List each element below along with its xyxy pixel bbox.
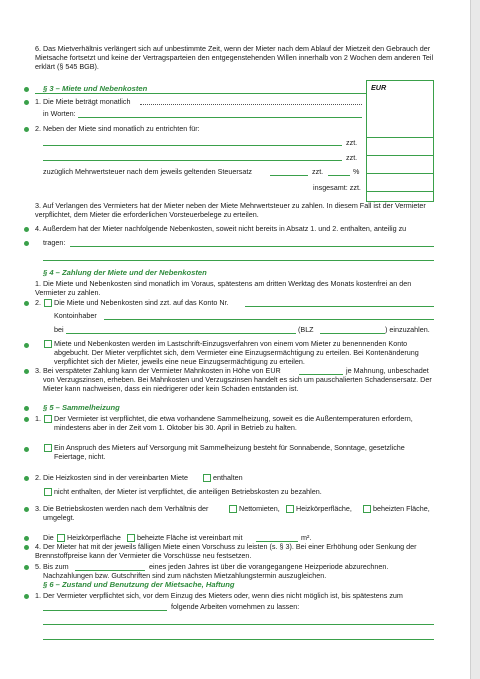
the-label: Die bbox=[43, 533, 54, 542]
in-words-field[interactable] bbox=[78, 117, 362, 118]
section-4-item-1: 1. Die Miete und Nebenkosten sind monatlich im Voraus, spätestens am dritten Werktag des Monats kostenfrei an den Vermieter zu zahlen. bbox=[35, 279, 412, 297]
vat-label: zuzüglich Mehrwertsteuer nach dem jeweils geltenden Steuersatz bbox=[43, 167, 252, 176]
tragen-label: tragen: bbox=[43, 238, 66, 247]
account-payment-checkbox[interactable] bbox=[44, 299, 52, 307]
margin-bullet bbox=[24, 507, 29, 512]
tragen-field-2[interactable] bbox=[43, 260, 434, 261]
direct-debit-checkbox[interactable] bbox=[44, 340, 52, 348]
account-payment-label: Die Miete und Nebenkosten sind zzt. auf das Konto Nr. bbox=[54, 298, 229, 307]
margin-bullet bbox=[24, 343, 29, 348]
margin-bullet bbox=[24, 594, 29, 599]
percent-sign: % bbox=[353, 167, 360, 176]
heating-included-label: enthalten bbox=[213, 473, 243, 482]
eur-amount-box bbox=[366, 80, 434, 202]
allocated-label: umgelegt. bbox=[43, 513, 75, 522]
page-edge-strip bbox=[470, 0, 480, 679]
zzt-label-3: zzt. bbox=[312, 167, 324, 176]
heating-included-checkbox[interactable] bbox=[203, 474, 211, 482]
net-rents-checkbox[interactable] bbox=[229, 505, 237, 513]
vat-field[interactable] bbox=[270, 175, 308, 176]
heated-area-2-checkbox[interactable] bbox=[127, 534, 135, 542]
section-3-heading: § 3 – Miete und Nebenkosten bbox=[43, 84, 148, 93]
heated-area-checkbox[interactable] bbox=[363, 505, 371, 513]
margin-bullet bbox=[24, 227, 29, 232]
section-4-heading: § 4 – Zahlung der Miete und der Nebenkosten bbox=[43, 268, 207, 277]
heating-duty-checkbox[interactable] bbox=[44, 415, 52, 423]
bank-label: bei bbox=[54, 325, 64, 334]
radiator-area-label: Heizkörperfläche, bbox=[296, 504, 352, 513]
margin-bullet bbox=[24, 565, 29, 570]
settlement-text-c: Nachzahlungen bzw. Gutschriften sind zum nächsten Mietzahlungstermin auszugleichen. bbox=[43, 571, 327, 580]
account-holder-label: Kontoinhaber bbox=[54, 311, 97, 320]
total-label: insgesamt: zzt. bbox=[313, 183, 361, 192]
margin-bullet bbox=[24, 100, 29, 105]
extra-cost-field-1[interactable] bbox=[43, 145, 342, 146]
blz-label: (BLZ bbox=[298, 325, 314, 334]
rent-label: 1. Die Miete beträgt monatlich bbox=[35, 97, 131, 106]
tragen-field-1[interactable] bbox=[70, 246, 434, 247]
zzt-label-1: zzt. bbox=[346, 138, 358, 147]
extra-cost-field-2[interactable] bbox=[43, 160, 342, 161]
margin-bullet bbox=[24, 127, 29, 132]
blz-field[interactable] bbox=[320, 333, 385, 334]
heating-costs-label: 2. Die Heizkosten sind in der vereinbarten Miete bbox=[35, 473, 189, 482]
works-field-2[interactable] bbox=[43, 639, 434, 640]
eur-row bbox=[367, 137, 433, 138]
item-4-other-costs: 4. Außerdem hat der Mieter nachfolgende Nebenkosten, soweit nicht bereits in Absatz 1. und 2. enthalten, anteilig zu bbox=[35, 224, 407, 233]
margin-bullet bbox=[24, 406, 29, 411]
account-holder-field[interactable] bbox=[104, 319, 434, 320]
net-rents-label: Nettomieten, bbox=[239, 504, 280, 513]
section-6-item-1: 1. Der Vermieter verpflichtet sich, vor dem Einzug des Mieters oder, wenn dies nicht möglich ist, bis spätestens zum bbox=[35, 591, 403, 600]
radiator-area-2-label: Heizkörperfläche bbox=[67, 533, 121, 542]
no-heating-claim-checkbox[interactable] bbox=[44, 444, 52, 452]
heated-area-agreed-label: beheizte Fläche ist vereinbart mit bbox=[137, 533, 243, 542]
margin-bullet bbox=[24, 545, 29, 550]
heating-not-included-checkbox[interactable] bbox=[44, 488, 52, 496]
heating-duty-text: Der Vermieter ist verpflichtet, die etwa vorhandene Sammelheizung, soweit es die Außentemperaturen erfordern, mindestens aber in der Zeit vom 1. Oktober bis 30. April in Betrieb zu halten. bbox=[54, 414, 413, 432]
works-label: folgende Arbeiten vornehmen zu lassen: bbox=[171, 602, 300, 611]
square-meters-label: m². bbox=[301, 533, 312, 542]
extra-costs-label: 2. Neben der Miete sind monatlich zu entrichten für: bbox=[35, 124, 200, 133]
radiator-area-checkbox[interactable] bbox=[286, 505, 294, 513]
paragraph-6: 6. Das Mietverhältnis verlängert sich auf unbestimmte Zeit, wenn der Mieter nach dem Ablauf der Mietzeit den Gebrauch der Mietsache fortsetzt und keine der Vertragsparteien den entgegenstehenden Willen innerhalb von 2 Wochen dem anderen Teil erklärt (§ 545 BGB). bbox=[35, 44, 434, 71]
section-4-item-2-number: 2. bbox=[35, 298, 41, 307]
section-5-heading: § 5 – Sammelheizung bbox=[43, 403, 120, 412]
late-fee-text-b: je Mahnung, unbeschadet bbox=[346, 366, 429, 375]
margin-bullet bbox=[24, 369, 29, 374]
deadline-field[interactable] bbox=[43, 610, 167, 611]
zzt-label-2: zzt. bbox=[346, 153, 358, 162]
eur-row bbox=[367, 173, 433, 174]
margin-bullet bbox=[24, 87, 29, 92]
margin-bullet bbox=[24, 301, 29, 306]
account-number-field[interactable] bbox=[245, 306, 434, 307]
rent-amount-field[interactable] bbox=[140, 104, 362, 105]
no-heating-claim-text: Ein Anspruch des Mieters auf Versorgung mit Sammelheizung besteht für Sonnabende, Sonntage, gesetzliche Feiertage, nicht. bbox=[54, 443, 405, 461]
pay-in-label: ) einzuzahlen. bbox=[385, 325, 430, 334]
margin-bullet bbox=[24, 476, 29, 481]
margin-bullet bbox=[24, 447, 29, 452]
in-words-label: in Worten: bbox=[43, 109, 76, 118]
allocation-label: 3. Die Betriebskosten werden nach dem Verhältnis der bbox=[35, 504, 209, 513]
margin-bullet bbox=[24, 241, 29, 246]
settlement-text-b: eines jeden Jahres ist über die vorangegangene Heizperiode abzurechnen. bbox=[149, 562, 389, 571]
eur-row bbox=[367, 191, 433, 192]
margin-bullet bbox=[24, 417, 29, 422]
section-3-rule bbox=[35, 93, 366, 94]
vat-percent-field[interactable] bbox=[328, 175, 350, 176]
works-field-1[interactable] bbox=[43, 624, 434, 625]
bank-field[interactable] bbox=[66, 333, 296, 334]
section-5-item-1-number: 1. bbox=[35, 414, 41, 423]
settlement-text-a: 5. Bis zum bbox=[35, 562, 69, 571]
advance-payment-text: 4. Der Mieter hat mit der jeweils fälligen Miete einen Vorschuss zu leisten (s. § 3). Bei einer Erhöhung oder Senkung der Brennstoffpreise kann der Vermieter die Vorschüsse neu festsetzen. bbox=[35, 542, 417, 560]
late-fee-text-a: 3. Bei verspäteter Zahlung kann der Vermieter Mahnkosten in Höhe von EUR bbox=[35, 366, 281, 375]
eur-row bbox=[367, 155, 433, 156]
margin-bullet bbox=[24, 536, 29, 541]
eur-label: EUR bbox=[371, 83, 387, 92]
item-3-vat: 3. Auf Verlangen des Vermieters hat der Mieter neben der Miete Mehrwertsteuer zu zahlen. In diesem Fall ist der Vermieter verpflichtet, dem Mieter die erforderlichen Vorsteuerbelege zu erteilen. bbox=[35, 201, 426, 219]
direct-debit-text: Miete und Nebenkosten werden im Lastschrift-Einzugsverfahren von einem vom Mieter zu benennenden Konto abgebucht. Der Mieter verpflichtet sich, dem Vermieter eine Einzugsermächtigung zu erteilen. Bei Kontenänderung verpflichtet sich der Mieter, jeweils eine neue Einzugsermächtigung zu erteilen. bbox=[54, 339, 419, 366]
section-6-heading: § 6 – Zustand und Benutzung der Mietsache, Haftung bbox=[43, 580, 235, 589]
late-fee-text-c: von Verzugszinsen, erheben. Bei Mahnkosten und Verzugszinsen handelt es sich um pauschalierten Schadensersatz. Der Mieter kann nachweisen, dass ein niedrigerer oder kein Schaden entstanden ist. bbox=[43, 375, 432, 393]
heated-area-label: beheizten Fläche, bbox=[373, 504, 430, 513]
radiator-area-2-checkbox[interactable] bbox=[57, 534, 65, 542]
heating-not-included-label: nicht enthalten, der Mieter ist verpflichtet, die anteiligen Betriebskosten zu bezahlen. bbox=[54, 487, 322, 496]
